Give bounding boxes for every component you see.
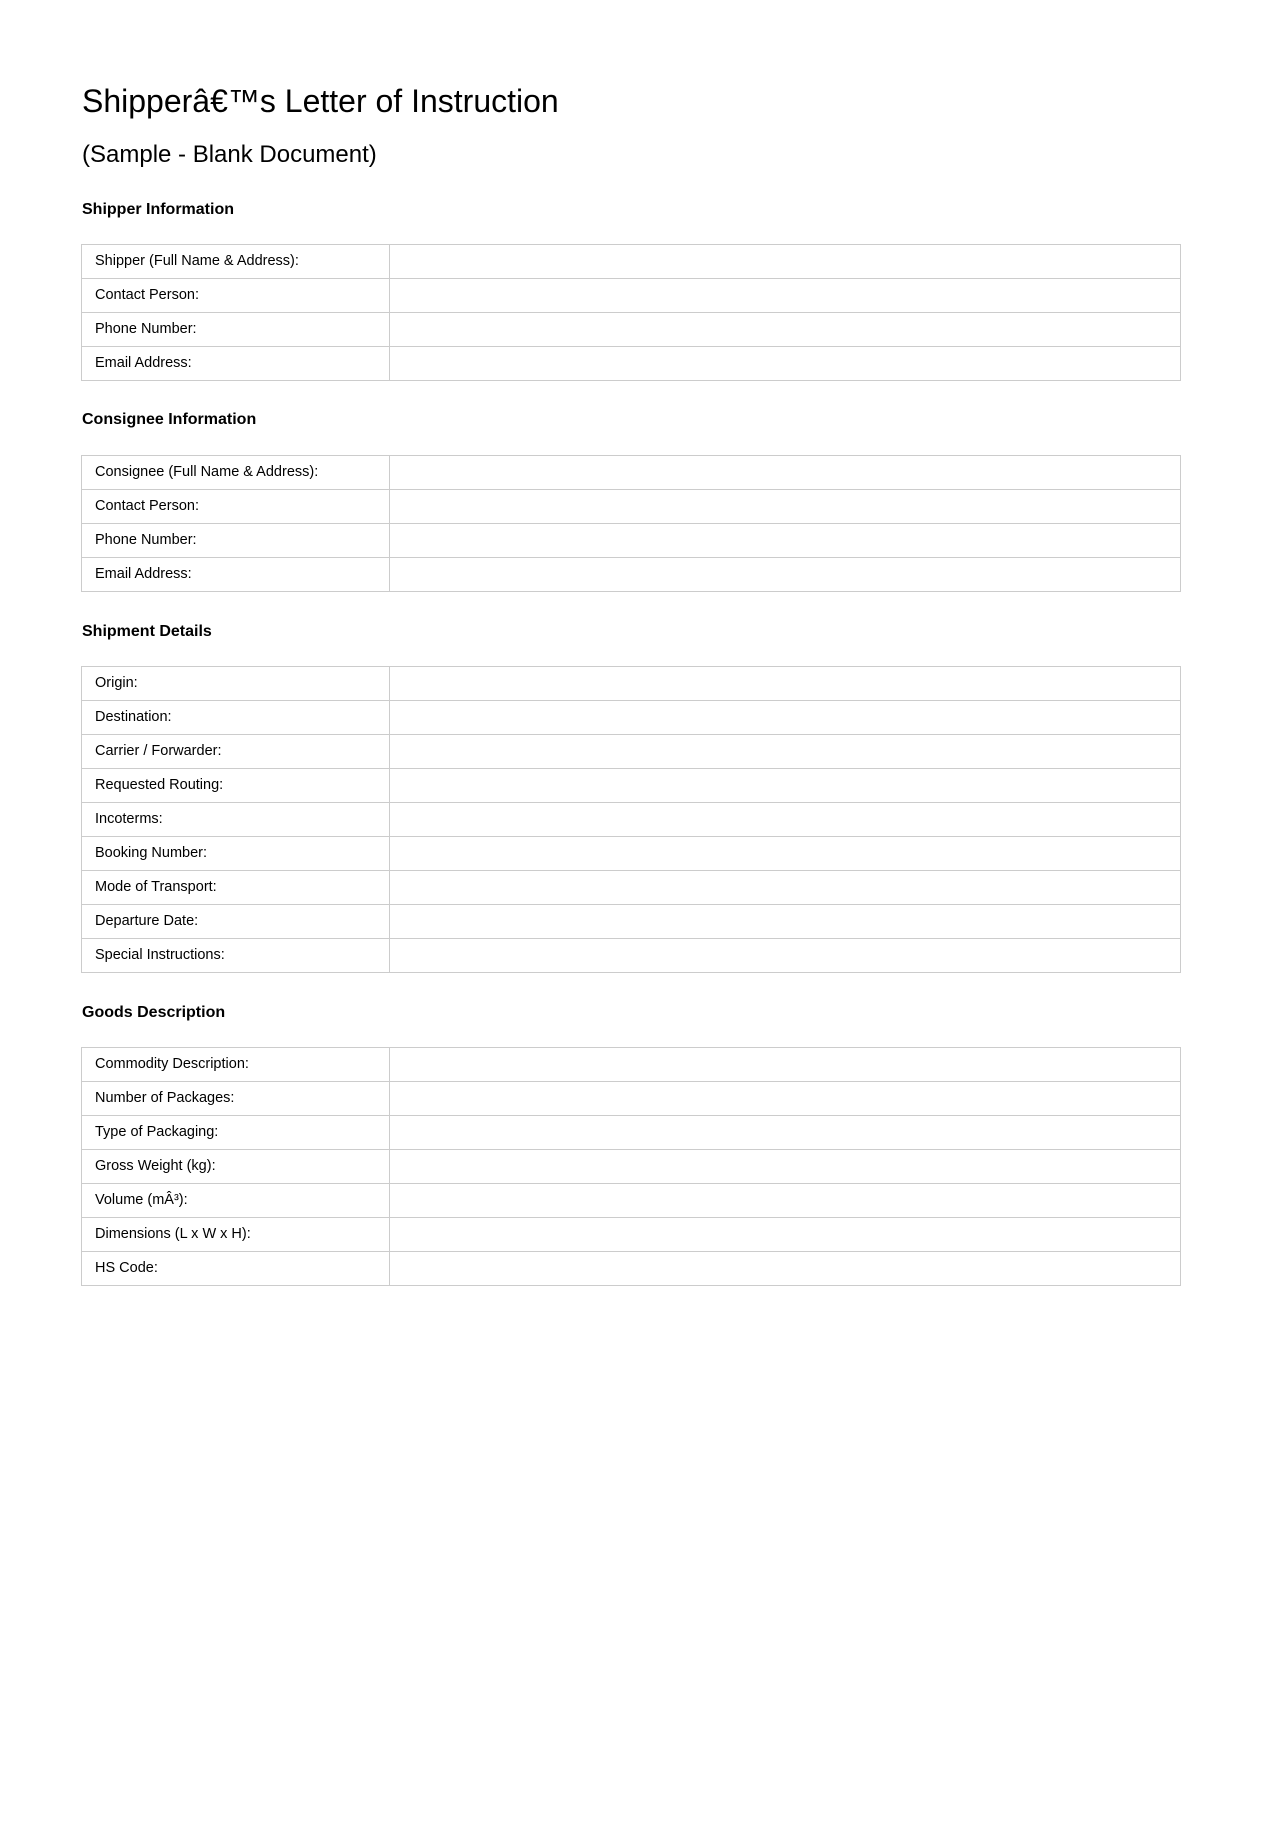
field-value-cell [390, 245, 1181, 279]
table-row [82, 871, 1181, 905]
goods-description-table [81, 1047, 1181, 1286]
consignee-phone-input[interactable] [390, 524, 1180, 557]
field-label: Booking Number: [82, 837, 390, 871]
field-label: Origin: [82, 667, 390, 701]
field-label: Volume (mÂ³): [82, 1184, 390, 1218]
table-row [82, 1184, 1181, 1218]
field-value-cell [390, 490, 1181, 524]
field-value-cell [390, 905, 1181, 939]
field-label: Incoterms: [82, 803, 390, 837]
field-value-cell [390, 1116, 1181, 1150]
shipper-phone-input[interactable] [390, 313, 1180, 346]
destination-input[interactable] [390, 701, 1180, 734]
table-row [82, 939, 1181, 973]
field-label: Special Instructions: [82, 939, 390, 973]
special-instructions-input[interactable] [390, 939, 1180, 972]
section-heading-goods: Goods Description [82, 1004, 226, 1021]
shipment-details-table [81, 666, 1181, 973]
field-value-cell [390, 871, 1181, 905]
table-row [82, 456, 1181, 490]
departure-date-input[interactable] [390, 905, 1180, 938]
field-label: Carrier / Forwarder: [82, 735, 390, 769]
field-value-cell [390, 667, 1181, 701]
type-of-packaging-input[interactable] [390, 1116, 1180, 1149]
table-row [82, 558, 1181, 592]
field-label: Requested Routing: [82, 769, 390, 803]
mode-of-transport-input[interactable] [390, 871, 1180, 904]
booking-number-input[interactable] [390, 837, 1180, 870]
dimensions-input[interactable] [390, 1218, 1180, 1251]
field-value-cell [390, 524, 1181, 558]
section-heading-consignee: Consignee Information [82, 411, 257, 428]
consignee-information-table [81, 455, 1181, 592]
shipper-email-input[interactable] [390, 347, 1180, 380]
field-label: Email Address: [82, 558, 390, 592]
table-row [82, 803, 1181, 837]
field-label: Phone Number: [82, 313, 390, 347]
table-row [82, 524, 1181, 558]
field-value-cell [390, 735, 1181, 769]
origin-input[interactable] [390, 667, 1180, 700]
field-value-cell [390, 837, 1181, 871]
carrier-forwarder-input[interactable] [390, 735, 1180, 768]
field-label: Number of Packages: [82, 1082, 390, 1116]
field-value-cell [390, 1082, 1181, 1116]
section-heading-shipper: Shipper Information [82, 201, 234, 218]
table-row [82, 667, 1181, 701]
field-label: Mode of Transport: [82, 871, 390, 905]
table-row [82, 701, 1181, 735]
field-value-cell [390, 1252, 1181, 1286]
shipper-contact-person-input[interactable] [390, 279, 1180, 312]
shipper-name-address-input[interactable] [390, 245, 1180, 278]
field-value-cell [390, 1150, 1181, 1184]
field-value-cell [390, 1184, 1181, 1218]
field-label: Email Address: [82, 347, 390, 381]
field-value-cell [390, 1048, 1181, 1082]
field-label: Departure Date: [82, 905, 390, 939]
gross-weight-input[interactable] [390, 1150, 1180, 1183]
field-label: Shipper (Full Name & Address): [82, 245, 390, 279]
table-row [82, 313, 1181, 347]
commodity-description-input[interactable] [390, 1048, 1180, 1081]
table-row [82, 347, 1181, 381]
table-row [82, 837, 1181, 871]
volume-input[interactable] [390, 1184, 1180, 1217]
table-row [82, 1082, 1181, 1116]
field-label: Commodity Description: [82, 1048, 390, 1082]
field-label: HS Code: [82, 1252, 390, 1286]
field-label: Phone Number: [82, 524, 390, 558]
requested-routing-input[interactable] [390, 769, 1180, 802]
document-title: Shipperâ€™s Letter of Instruction [82, 83, 559, 119]
table-row [82, 1116, 1181, 1150]
consignee-contact-person-input[interactable] [390, 490, 1180, 523]
hs-code-input[interactable] [390, 1252, 1180, 1285]
field-label: Contact Person: [82, 490, 390, 524]
consignee-email-input[interactable] [390, 558, 1180, 591]
consignee-name-address-input[interactable] [390, 456, 1180, 489]
table-row [82, 1150, 1181, 1184]
table-row [82, 905, 1181, 939]
field-label: Type of Packaging: [82, 1116, 390, 1150]
table-row [82, 1252, 1181, 1286]
incoterms-input[interactable] [390, 803, 1180, 836]
shipper-information-table [81, 244, 1181, 381]
number-of-packages-input[interactable] [390, 1082, 1180, 1115]
table-row [82, 769, 1181, 803]
field-value-cell [390, 701, 1181, 735]
field-value-cell [390, 313, 1181, 347]
table-row [82, 490, 1181, 524]
field-label: Dimensions (L x W x H): [82, 1218, 390, 1252]
field-value-cell [390, 939, 1181, 973]
section-heading-shipment: Shipment Details [82, 623, 212, 640]
table-row [82, 279, 1181, 313]
field-value-cell [390, 456, 1181, 490]
field-value-cell [390, 1218, 1181, 1252]
table-row [82, 1218, 1181, 1252]
document-subtitle: (Sample - Blank Document) [82, 141, 377, 168]
field-label: Gross Weight (kg): [82, 1150, 390, 1184]
field-label: Contact Person: [82, 279, 390, 313]
table-row [82, 1048, 1181, 1082]
field-value-cell [390, 769, 1181, 803]
field-label: Consignee (Full Name & Address): [82, 456, 390, 490]
table-row [82, 735, 1181, 769]
field-value-cell [390, 347, 1181, 381]
field-value-cell [390, 279, 1181, 313]
field-value-cell [390, 558, 1181, 592]
field-label: Destination: [82, 701, 390, 735]
field-value-cell [390, 803, 1181, 837]
table-row [82, 245, 1181, 279]
